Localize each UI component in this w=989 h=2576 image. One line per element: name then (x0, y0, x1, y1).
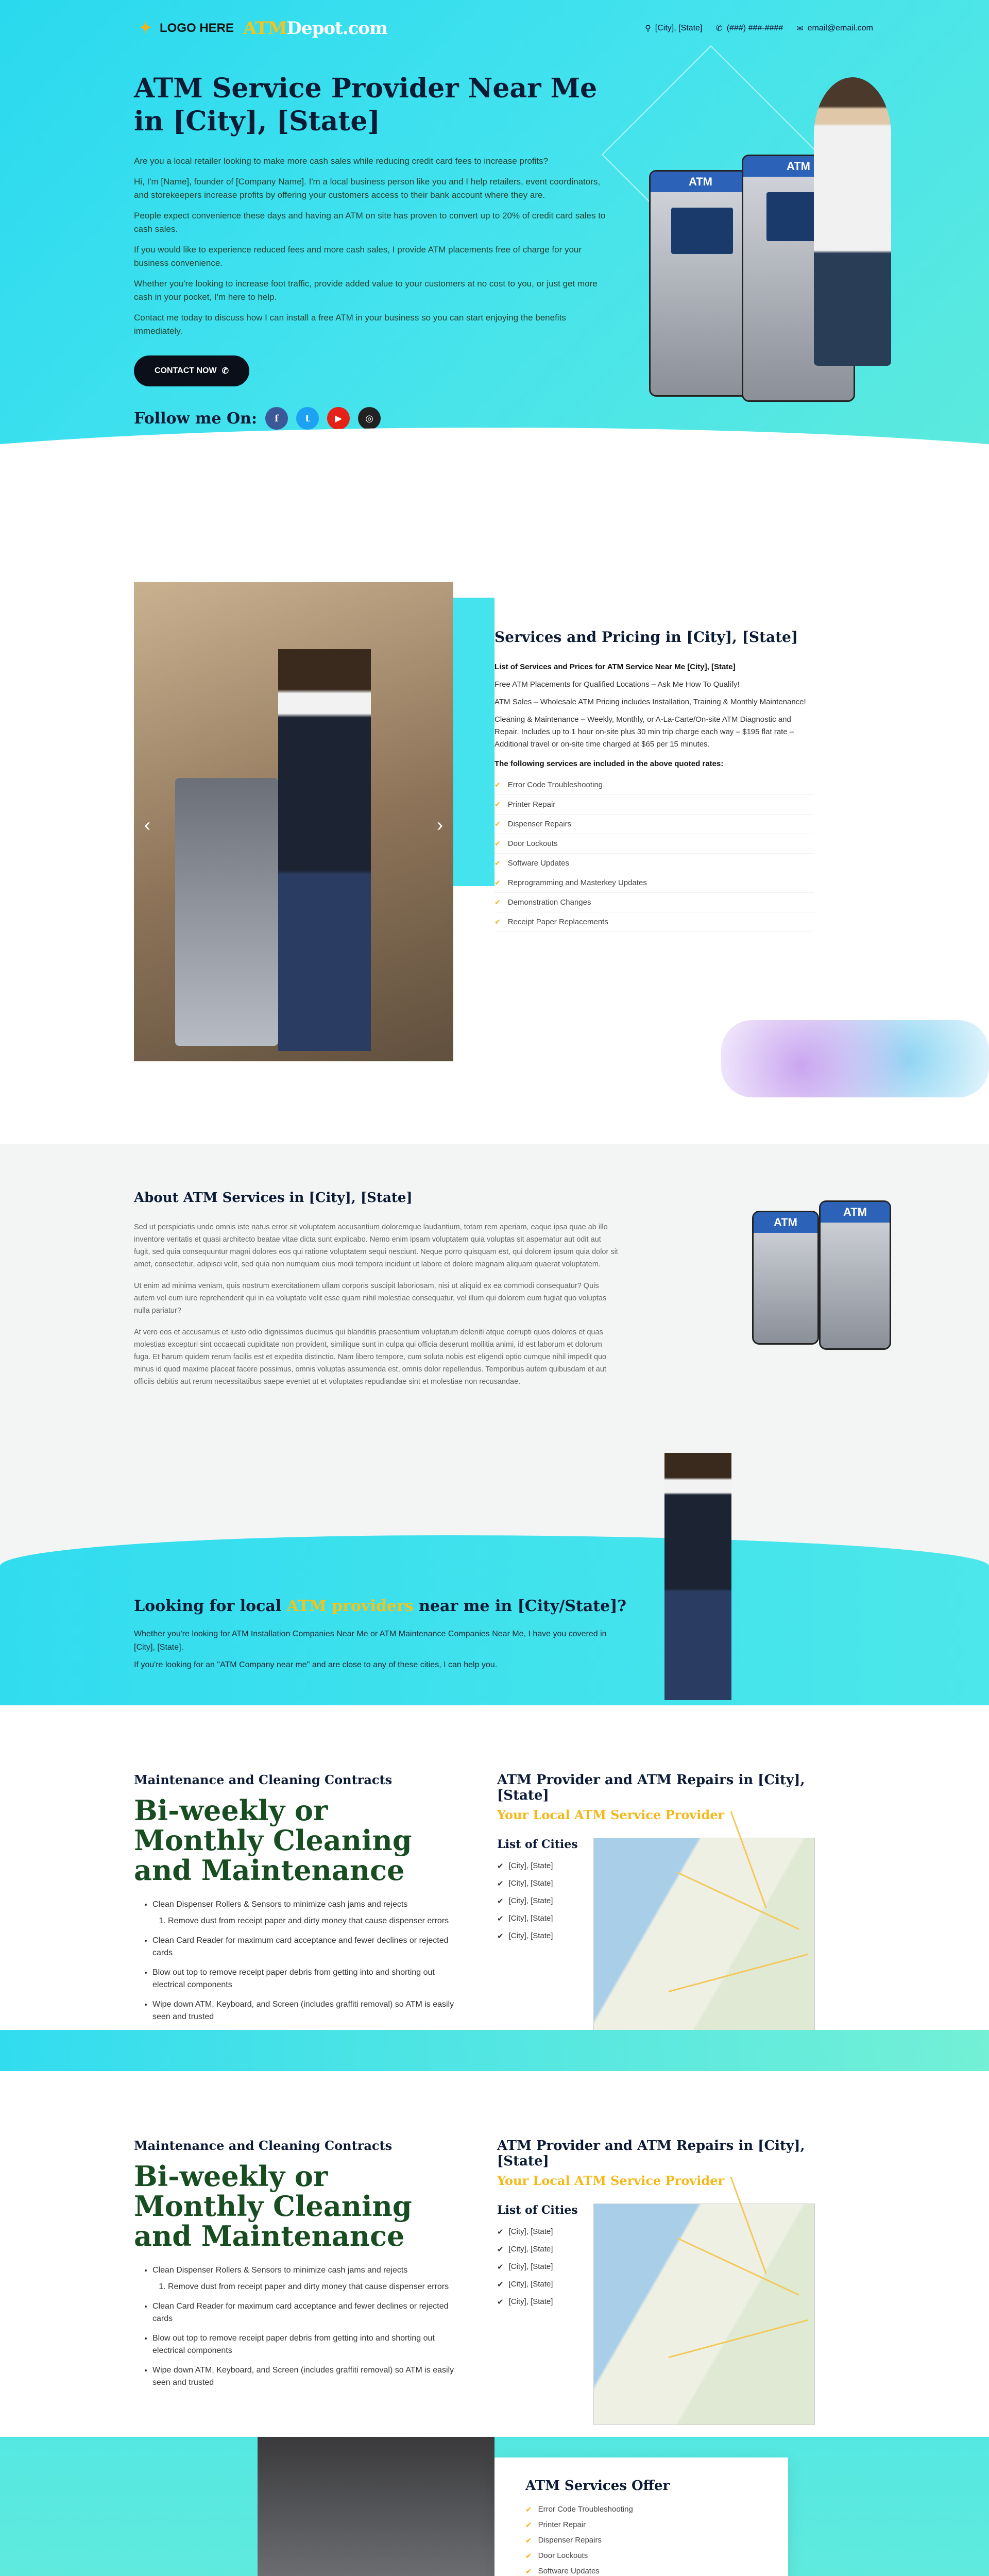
hero-paragraph: Hi, I'm [Name], founder of [Company Name]. I'm a local business person like you and I help retailers, event coordinators, and storekeepers increase profits by offering your customers access to their bank account where they are. (134, 177, 601, 200)
site-logo[interactable] (139, 18, 387, 39)
service-line: ATM Sales – Wholesale ATM Pricing includes Installation, Training & Monthly Maintenance! (494, 698, 806, 706)
list-item (525, 2533, 757, 2548)
list-item-label: Clean Dispenser Rollers & Sensors to minimize cash jams and rejects (152, 2266, 408, 2275)
maintenance-list (134, 2264, 464, 2389)
atm-repair-photo (258, 2437, 494, 2576)
list-item-label: Error Code Troubleshooting (538, 2505, 633, 2514)
maintenance-section (0, 2071, 989, 2437)
atm-screen (671, 208, 733, 254)
service-area-map[interactable] (593, 1838, 815, 2059)
city-label: [City], [State] (508, 1931, 553, 1940)
list-item (494, 873, 814, 893)
list-item (494, 815, 814, 834)
city-label: [City], [State] (508, 2297, 553, 2306)
maintenance-section (0, 1705, 989, 2071)
cities-list (497, 1838, 578, 2059)
service-area-map[interactable] (593, 2204, 815, 2425)
instagram-icon[interactable]: ◎ (358, 407, 381, 430)
list-item-label: Demonstration Changes (507, 898, 591, 907)
city-item[interactable] (497, 2276, 578, 2293)
atm-label: ATM (651, 172, 751, 192)
logo-text: LOGO HERE (160, 21, 234, 35)
wave-divider (0, 428, 989, 505)
city-label: [City], [State] (508, 1914, 553, 1923)
technician-photo (664, 1453, 731, 1700)
services-title: Services and Pricing in [City], [State] (494, 629, 798, 646)
header-location[interactable] (645, 23, 702, 33)
check-icon: ✔ (497, 1897, 504, 1906)
city-label: [City], [State] (508, 1896, 553, 1905)
twitter-icon[interactable]: t (296, 407, 319, 430)
services-section (0, 505, 989, 1144)
contact-now-label: CONTACT NOW (155, 366, 217, 375)
top-bar (0, 0, 989, 57)
list-item (152, 1899, 464, 1927)
atm-label: ATM (754, 1212, 817, 1233)
phone-icon: ✆ (715, 24, 723, 33)
check-icon: ✔ (497, 2228, 504, 2236)
list-item-label: Door Lockouts (538, 2551, 588, 2560)
list-item-label: Clean Dispenser Rollers & Sensors to minimize cash jams and rejects (152, 1900, 408, 1909)
check-icon: ✔ (497, 2280, 504, 2289)
list-item (525, 2502, 757, 2517)
logo-placeholder (139, 21, 234, 36)
facebook-icon[interactable]: f (265, 407, 288, 430)
brand-logo (243, 18, 387, 39)
maintenance-title: Bi-weekly or Monthly Cleaning and Maintenance (134, 2160, 412, 2252)
list-item-label: Printer Repair (538, 2520, 586, 2529)
atm-label: ATM (743, 156, 854, 177)
list-item-label: Receipt Paper Replacements (507, 918, 608, 926)
city-item[interactable] (497, 2241, 578, 2258)
list-item (494, 795, 814, 815)
services-offer-section (0, 2437, 989, 2576)
atm-label: ATM (821, 1202, 890, 1223)
check-icon: ✔ (525, 2552, 532, 2561)
maintenance-kicker: Maintenance and Cleaning Contracts (134, 2138, 393, 2153)
atm-photo (175, 778, 278, 1046)
city-label: [City], [State] (508, 2262, 553, 2271)
hero-paragraph: If you would like to experience reduced fees and more cash sales, I provide ATM placements free of charge for your business convenience. (134, 245, 582, 268)
header-contacts (645, 23, 873, 33)
offer-list (525, 2502, 757, 2576)
check-icon: ✔ (525, 2536, 532, 2545)
list-item (525, 2548, 757, 2564)
cities-title: List of Cities (497, 2204, 578, 2217)
looking-paragraph: If you're looking for an "ATM Company near me" and are close to any of these cities, I can help you. (134, 1660, 498, 1669)
list-item (494, 854, 814, 873)
check-icon: ✔ (494, 878, 501, 887)
looking-title-part: Looking for local (134, 1597, 287, 1615)
about-title: About ATM Services in [City], [State] (134, 1190, 413, 1206)
about-atm-illustration (742, 1180, 896, 1365)
check-icon: ✔ (497, 2245, 504, 2254)
included-services-list (494, 775, 814, 932)
list-item: • Clean Card Reader for maximum card acceptance and fewer declines or rejected cards (152, 1935, 464, 1959)
list-item-label: Printer Repair (507, 800, 556, 809)
check-icon: ✔ (525, 2521, 532, 2530)
city-item[interactable] (497, 1892, 578, 1910)
about-paragraph: Sed ut perspiciatis unde omnis iste natus error sit voluptatem accusantium doloremque laudantium, totam rem aperiam, eaque ipsa quae ab illo inventore veritatis et quasi architecto beatae vitae dicta sunt explicabo. Nemo enim ipsam voluptatem quia voluptas sit aspernatur aut odit aut fugit, sed quia consequuntur magni dolores eos qui ratione voluptatem sequi nesciunt. Neque porro quisquam est, qui dolorem ipsum quia dolor sit amet, consectetur, adipisci velit, sed quia non numquam eius modi tempora incidunt ut labore et dolore magnam aliquam quaerat voluptatem. (134, 1223, 618, 1268)
list-item: • Blow out top to remove receipt paper debris from getting into and shorting out electrical components (152, 2332, 464, 2357)
technician-photo (278, 649, 371, 1051)
maintenance-kicker: Maintenance and Cleaning Contracts (134, 1772, 393, 1787)
decorative-strip (453, 598, 494, 886)
check-icon: ✔ (525, 2567, 532, 2576)
logo-star-icon: ✦ (139, 20, 152, 37)
city-item[interactable] (497, 2293, 578, 2311)
looking-callout (134, 1597, 628, 1676)
provider-subtitle: Your Local ATM Service Provider (497, 2173, 725, 2188)
maintenance-title: Bi-weekly or Monthly Cleaning and Maintenance (134, 1794, 412, 1887)
list-item (494, 775, 814, 795)
offer-title: ATM Services Offer (525, 2478, 670, 2494)
list-item: • Clean Card Reader for maximum card acceptance and fewer declines or rejected cards (152, 2300, 464, 2325)
hero-section (0, 0, 989, 505)
check-icon: ✔ (497, 1879, 504, 1888)
looking-paragraph: Whether you're looking for ATM Installation Companies Near Me or ATM Maintenance Companies Near Me, I have you covered in [City], [State]. (134, 1630, 607, 1652)
city-item[interactable] (497, 1857, 578, 1875)
list-item (525, 2517, 757, 2533)
header-phone[interactable] (715, 23, 783, 33)
list-item (525, 2564, 757, 2576)
provider-title: ATM Provider and ATM Repairs in [City], [State] (497, 1772, 805, 1803)
city-label: [City], [State] (508, 2227, 553, 2236)
city-item[interactable] (497, 1910, 578, 1927)
service-line: Cleaning & Maintenance – Weekly, Monthly, or A-La-Carte/On-site ATM Diagnostic and Repair. Includes up to 1 hour on-site plus 30 min trip charge each way – $195 flat rate – Additional travel or on-site time charged at $65 per 15 minutes. (494, 715, 794, 749)
cyan-strip-band (0, 2030, 989, 2071)
list-item-label: Software Updates (538, 2567, 600, 2575)
brand-logo-part-b: Depot.com (286, 18, 387, 39)
location-pin-icon: ⚲ (645, 24, 651, 33)
provider-title: ATM Provider and ATM Repairs in [City], [State] (497, 2138, 805, 2169)
list-item (494, 893, 814, 912)
list-item-label: Error Code Troubleshooting (507, 781, 603, 789)
phone-icon: ✆ (221, 367, 229, 376)
city-item[interactable] (497, 1875, 578, 1892)
check-icon: ✔ (494, 800, 501, 808)
follow-label: Follow me On: (134, 409, 258, 428)
check-icon: ✔ (494, 898, 501, 906)
check-icon: ✔ (494, 918, 501, 926)
cities-list (497, 2204, 578, 2425)
hero-atm-illustration (618, 57, 907, 428)
provider-subtitle: Your Local ATM Service Provider (497, 1807, 725, 1822)
check-icon: ✔ (525, 2505, 532, 2514)
hero-paragraph: Contact me today to discuss how I can install a free ATM in your business so you can start enjoying the benefits immediately. (134, 313, 566, 336)
youtube-icon[interactable]: ▶ (327, 407, 350, 430)
hero-paragraph: Are you a local retailer looking to make more cash sales while reducing credit card fees to increase profits? (134, 156, 549, 166)
hero-paragraph: Whether you're looking to increase foot traffic, provide added value to your customers at no cost to you, or just get more cash in your pocket, I'm here to help. (134, 279, 598, 302)
woman-photo (814, 77, 891, 366)
city-item[interactable] (497, 1927, 578, 1945)
email-icon: ✉ (796, 24, 804, 33)
services-pricing (494, 629, 814, 932)
hero-title: ATM Service Provider Near Me in [City], [State] (134, 73, 598, 137)
list-item (494, 834, 814, 854)
maintenance-list (134, 1899, 464, 2023)
looking-title-part: near me in [City/State]? (413, 1597, 627, 1615)
looking-title (134, 1597, 628, 1615)
brand-logo-part-a: ATM (243, 18, 287, 39)
services-list-heading: List of Services and Prices for ATM Service Near Me [City], [State] (494, 663, 736, 671)
included-heading: The following services are included in the above quoted rates: (494, 759, 724, 768)
cities-title: List of Cities (497, 1838, 578, 1851)
sub-list-item: 1. Remove dust from receipt paper and dirty money that cause dispenser errors (168, 1915, 464, 1927)
location-text: [City], [State] (655, 24, 703, 32)
about-paragraph: Ut enim ad minima veniam, quis nostrum exercitationem ullam corporis suscipit laboriosam, nisi ut aliquid ex ea commodi consequatur? Quis autem vel eum iure reprehenderit qui in ea voluptate velit esse quam nihil molestiae consequatur, vel illum qui dolorem eum fugiat quo voluptas nulla pariatur? (134, 1282, 607, 1315)
city-label: [City], [State] (508, 2245, 553, 2253)
phone-text: (###) ###-#### (726, 24, 783, 32)
check-icon: ✔ (497, 1862, 504, 1871)
header-email[interactable] (796, 23, 873, 33)
check-icon: ✔ (497, 1914, 504, 1923)
atm-machine-image (649, 170, 752, 397)
services-offer-card (494, 2458, 788, 2576)
city-label: [City], [State] (508, 1879, 553, 1888)
list-item-label: Dispenser Repairs (538, 2536, 602, 2545)
slider-next-icon[interactable]: › (437, 814, 443, 835)
sub-list-item: 1. Remove dust from receipt paper and dirty money that cause dispenser errors (168, 2281, 464, 2293)
list-item-label: Software Updates (507, 859, 569, 868)
check-icon: ✔ (497, 2263, 504, 2272)
check-icon: ✔ (494, 781, 501, 789)
list-item (152, 2264, 464, 2293)
contact-now-button[interactable] (134, 355, 249, 386)
list-item: • Wipe down ATM, Keyboard, and Screen (includes graffiti removal) so ATM is easily seen and trusted (152, 2364, 464, 2389)
list-item-label: Reprogramming and Masterkey Updates (507, 878, 647, 887)
about-paragraph: At vero eos et accusamus et iusto odio dignissimos ducimus qui blanditiis praesentium voluptatum deleniti atque corrupti quos dolores et quas molestias excepturi sint occaecati cupiditate non provident, similique sunt in culpa qui officia deserunt mollitia animi, id est laborum et dolorum fuga. Et harum quidem rerum facilis est et expedita distinctio. Nam libero tempore, cum soluta nobis est eligendi optio cumque nihil impedit quo minus id quod maxime placeat facere possimus, omnis voluptas assumenda est, omnis dolor repellendus. Temporibus autem quibusdam et aut officiis debitis aut rerum necessitatibus saepe eveniet ut et voluptates repudiandae sint et molestiae non recusandae. (134, 1328, 607, 1386)
service-line: Free ATM Placements for Qualified Locations – Ask Me How To Qualify! (494, 680, 740, 689)
social-follow (134, 407, 613, 430)
list-item: • Wipe down ATM, Keyboard, and Screen (includes graffiti removal) so ATM is easily seen and trusted (152, 1998, 464, 2023)
list-item: • Blow out top to remove receipt paper debris from getting into and shorting out electrical components (152, 1967, 464, 1991)
hero-paragraph: People expect convenience these days and having an ATM on site has proven to convert up to 20% of credit card sales to cash sales. (134, 211, 606, 234)
about-section (0, 1144, 989, 1705)
city-item[interactable] (497, 2258, 578, 2276)
slider-prev-icon[interactable]: ‹ (144, 814, 150, 835)
city-item[interactable] (497, 2223, 578, 2241)
check-icon: ✔ (494, 859, 501, 867)
email-text: email@email.com (807, 24, 873, 32)
list-item (494, 912, 814, 932)
photo-slider[interactable] (134, 582, 453, 1061)
check-icon: ✔ (497, 1932, 504, 1941)
check-icon: ✔ (494, 839, 501, 848)
decorative-blobs (721, 1020, 989, 1097)
looking-title-highlight: ATM providers (286, 1597, 414, 1615)
city-label: [City], [State] (508, 2280, 553, 2289)
list-item-label: Door Lockouts (507, 839, 558, 848)
check-icon: ✔ (494, 820, 501, 828)
city-label: [City], [State] (508, 1861, 553, 1870)
list-item-label: Dispenser Repairs (507, 820, 572, 828)
check-icon: ✔ (497, 2298, 504, 2307)
